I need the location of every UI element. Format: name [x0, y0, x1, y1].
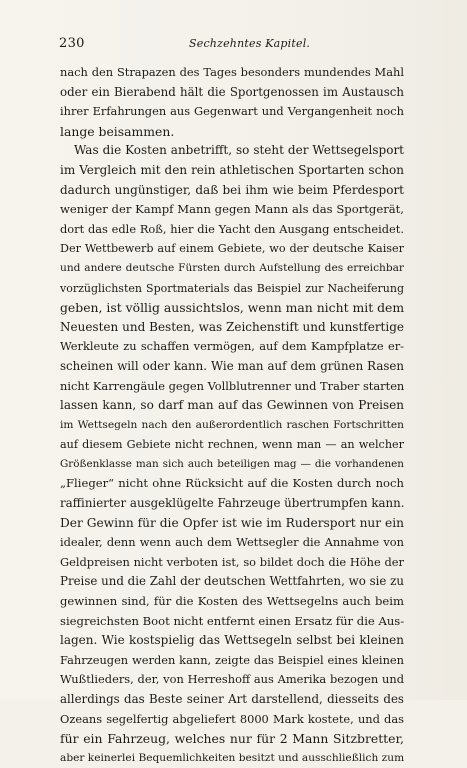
text-line: Geldpreisen nicht verboten ist, so bildet doch die Höhe der: [60, 554, 404, 569]
text-line: im Vergleich mit den rein athletischen Sportarten schon: [60, 162, 404, 177]
text-line: lagen. Wie kostspielig das Wettsegeln selbst bei kleinen: [60, 633, 404, 648]
text-line: dort das edle Roß, hier die Yacht den Ausgang entscheidet.: [60, 221, 404, 236]
text-line: lange beisammen.: [60, 123, 175, 139]
text-line: Ozeans segelfertig abgeliefert 8000 Mark kostete, und das: [60, 711, 404, 726]
text-line: Wußtlieders, der, von Herreshoff aus Amerika bezogen und: [60, 672, 404, 687]
text-line: „Flieger“ nicht ohne Rücksicht auf die Kosten durch noch: [60, 476, 404, 491]
page-header: [59, 36, 404, 54]
text-line: weniger der Kampf Mann gegen Mann als das Sportgerät,: [60, 202, 404, 217]
text-line: Neuesten und Besten, was Zeichenstift und kunstfertige: [60, 319, 404, 334]
text-line: scheinen will oder kann. Wie man auf dem grünen Rasen: [60, 358, 404, 373]
running-head: Sechzehntes Kapitel.: [189, 37, 311, 50]
text-line: lassen kann, so darf man auf das Gewinnen von Preisen: [60, 398, 404, 413]
text-line: Preise und die Zahl der deutschen Wettfahrten, wo sie zu: [60, 574, 404, 589]
text-line: nicht Karrengäule gegen Vollblutrenner und Traber starten: [60, 378, 404, 393]
text-line: raffinierter ausgeklügelte Fahrzeuge übertrumpfen kann.: [60, 496, 404, 511]
text-line: Der Gewinn für die Opfer ist wie im Rudersport nur ein: [60, 515, 404, 530]
body-text: [60, 63, 404, 768]
text-line: Der Wettbewerb auf einem Gebiete, wo der deutsche Kaiser: [60, 242, 404, 256]
text-line: Fahrzeugen werden kann, zeigte das Beispiel eines kleinen: [60, 652, 404, 667]
text-line: Was die Kosten anbetrifft, so steht der Wettsegelsport: [74, 143, 404, 158]
text-line: für ein Fahrzeug, welches nur für 2 Mann Sitzbretter,: [60, 731, 404, 747]
text-line: aber keinerlei Bequemlichkeiten besitzt und ausschließlich zum: [60, 751, 404, 764]
text-line: Größenklasse man sich auch beteiligen mag — die vorhandenen: [60, 457, 404, 470]
text-line: ihrer Erfahrungen aus Gegenwart und Vergangenheit noch: [60, 104, 404, 119]
text-line: nach den Strapazen des Tages besonders mundendes Mahl: [60, 65, 404, 79]
text-line: siegreichsten Boot nicht entfernt einen Ersatz für die Aus-: [60, 613, 404, 628]
text-line: auf diesem Gebiete nicht rechnen, wenn man — an welcher: [60, 438, 404, 452]
page-number: 230: [59, 36, 85, 51]
text-line: und andere deutsche Fürsten durch Aufstellung des erreichbar: [60, 261, 404, 274]
text-line: dadurch ungünstiger, daß bei ihm wie beim Pferdesport: [60, 182, 404, 197]
text-line: gewinnen sind, für die Kosten des Wettsegelns auch beim: [60, 594, 404, 609]
text-line: allerdings das Beste seiner Art darstellend, diesseits des: [60, 692, 404, 706]
text-line: Werkleute zu schaffen vermögen, auf dem Kampfplatze er-: [60, 339, 404, 354]
text-line: idealer, denn wenn auch dem Wettsegler die Annahme von: [60, 535, 404, 550]
text-line: oder ein Bierabend hält die Sportgenossen im Austausch: [60, 84, 404, 99]
text-line: vorzüglichsten Sportmaterials das Beispiel zur Nacheiferung: [60, 281, 404, 295]
text-line: im Wettsegeln nach den außerordentlich raschen Fortschritten: [60, 418, 404, 431]
text-line: geben, ist völlig aussichtslos, wenn man nicht mit dem: [60, 300, 404, 316]
